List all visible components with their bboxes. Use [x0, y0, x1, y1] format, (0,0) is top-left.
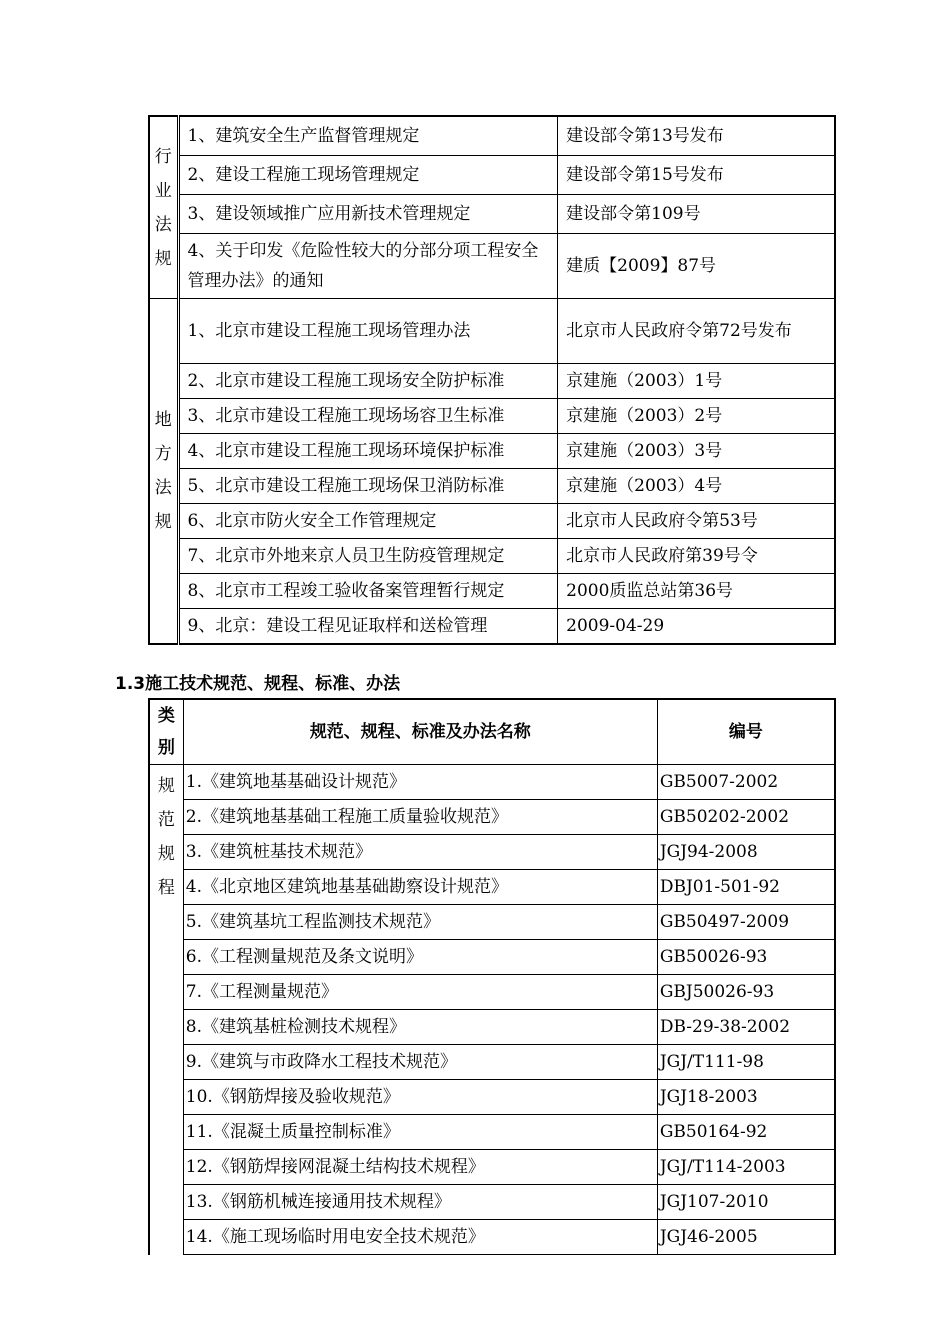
table-row: [149, 574, 835, 609]
table-row: [149, 609, 835, 645]
standard-name: 3.《建筑桩基技术规范》: [183, 835, 657, 870]
standard-code: DB-29-38-2002: [657, 1010, 835, 1045]
regulation-code: 建设部令第109号: [558, 195, 835, 234]
section-title: 1.3施工技术规范、规程、标准、办法: [115, 674, 401, 694]
standard-code: JGJ/T111-98: [657, 1045, 835, 1080]
table-row: [149, 434, 835, 469]
standard-code: GB50164-92: [657, 1115, 835, 1150]
table-row: [149, 469, 835, 504]
standard-name: 5.《建筑基坑工程监测技术规范》: [183, 905, 657, 940]
regulation-name: 7、北京市外地来京人员卫生防疫管理规定: [178, 539, 558, 574]
regulation-name: 2、北京市建设工程施工现场安全防护标准: [178, 364, 558, 399]
table-row: [149, 1045, 835, 1080]
regulation-name: 8、北京市工程竣工验收备案管理暂行规定: [178, 574, 558, 609]
standard-name: 2.《建筑地基基础工程施工质量验收规范》: [183, 800, 657, 835]
standard-name: 8.《建筑基桩检测技术规程》: [183, 1010, 657, 1045]
table-row: [149, 399, 835, 434]
table-row: [149, 1115, 835, 1150]
header-category: 类别: [149, 699, 183, 765]
table-row: [149, 905, 835, 940]
regulation-code: 京建施（2003）1号: [558, 364, 835, 399]
header-code: 编号: [657, 699, 835, 765]
regulation-name: 6、北京市防火安全工作管理规定: [178, 504, 558, 539]
table-row: [149, 1220, 835, 1255]
category-cell-local: [149, 299, 178, 645]
table-row: [149, 195, 835, 234]
table-row: [149, 975, 835, 1010]
regulation-code: 京建施（2003）2号: [558, 399, 835, 434]
standard-name: 11.《混凝土质量控制标准》: [183, 1115, 657, 1150]
standard-code: JGJ46-2005: [657, 1220, 835, 1255]
regulation-code: 京建施（2003）4号: [558, 469, 835, 504]
regulation-name: 2、建设工程施工现场管理规定: [178, 156, 558, 195]
regulation-name: 9、北京：建设工程见证取样和送检管理: [178, 609, 558, 645]
table-row: [149, 1080, 835, 1115]
standard-name: 10.《钢筋焊接及验收规范》: [183, 1080, 657, 1115]
regulation-code: 建质【2009】87号: [558, 234, 835, 299]
category-char: 规: [154, 248, 172, 269]
category-char: 规: [157, 844, 175, 864]
standard-name: 14.《施工现场临时用电安全技术规范》: [183, 1220, 657, 1255]
table-row: [149, 1010, 835, 1045]
standard-code: GB50202-2002: [657, 800, 835, 835]
table-row: [149, 364, 835, 399]
regulation-name: 4、北京市建设工程施工现场环境保护标准: [178, 434, 558, 469]
table-row: [149, 539, 835, 574]
standard-name: 12.《钢筋焊接网混凝土结构技术规程》: [183, 1150, 657, 1185]
regulation-code: 建设部令第15号发布: [558, 156, 835, 195]
standard-code: JGJ107-2010: [657, 1185, 835, 1220]
table-row: [149, 800, 835, 835]
regulation-name: 1、建筑安全生产监督管理规定: [178, 116, 558, 156]
standard-code: GB50497-2009: [657, 905, 835, 940]
standard-code: JGJ18-2003: [657, 1080, 835, 1115]
regulations-table: [148, 115, 836, 645]
category-char: 范: [157, 810, 175, 830]
regulation-name: 4、关于印发《危险性较大的分部分项工程安全管理办法》的通知: [178, 234, 558, 299]
standard-name: 6.《工程测量规范及条文说明》: [183, 940, 657, 975]
category-char: 业: [154, 180, 172, 201]
table-row: [149, 1185, 835, 1220]
regulation-name: 1、北京市建设工程施工现场管理办法: [178, 299, 558, 364]
regulation-code: 北京市人民政府令第72号发布: [558, 299, 835, 364]
standard-code: JGJ94-2008: [657, 835, 835, 870]
standards-table: [148, 698, 836, 1255]
table-row: [149, 156, 835, 195]
regulation-code: 北京市人民政府令第53号: [558, 504, 835, 539]
table-row: [149, 940, 835, 975]
regulation-code: 2000质监总站第36号: [558, 574, 835, 609]
standard-code: GB5007-2002: [657, 765, 835, 800]
regulation-code: 建设部令第13号发布: [558, 116, 835, 156]
category-char: 行: [154, 146, 172, 167]
category-char: 方: [154, 444, 172, 464]
table-row: [149, 299, 835, 364]
table-row: [149, 835, 835, 870]
header-row: [149, 699, 835, 765]
regulation-name: 3、北京市建设工程施工现场场容卫生标准: [178, 399, 558, 434]
category-char: 法: [154, 478, 172, 498]
standard-name: 1.《建筑地基基础设计规范》: [183, 765, 657, 800]
category-cell-standards: [149, 765, 183, 1255]
regulation-name: 3、建设领域推广应用新技术管理规定: [178, 195, 558, 234]
category-cell-industry: [149, 116, 178, 299]
table-row: [149, 765, 835, 800]
regulation-code: 2009-04-29: [558, 609, 835, 645]
table-row: [149, 870, 835, 905]
category-char: 规: [157, 776, 175, 796]
standard-name: 4.《北京地区建筑地基基础勘察设计规范》: [183, 870, 657, 905]
standard-name: 9.《建筑与市政降水工程技术规范》: [183, 1045, 657, 1080]
regulation-code: 京建施（2003）3号: [558, 434, 835, 469]
category-char: 规: [154, 512, 172, 532]
category-char: 地: [154, 410, 172, 430]
category-char: 法: [154, 214, 172, 235]
standard-name: 7.《工程测量规范》: [183, 975, 657, 1010]
table-row: [149, 1150, 835, 1185]
standard-code: DBJ01-501-92: [657, 870, 835, 905]
regulation-name: 5、北京市建设工程施工现场保卫消防标准: [178, 469, 558, 504]
category-char: 程: [157, 878, 175, 898]
standard-code: JGJ/T114-2003: [657, 1150, 835, 1185]
standard-name: 13.《钢筋机械连接通用技术规程》: [183, 1185, 657, 1220]
standard-code: GBJ50026-93: [657, 975, 835, 1010]
table-row: [149, 116, 835, 156]
header-name: 规范、规程、标准及办法名称: [183, 699, 657, 765]
table-row: [149, 504, 835, 539]
standard-code: GB50026-93: [657, 940, 835, 975]
regulation-code: 北京市人民政府第39号令: [558, 539, 835, 574]
table-row: [149, 234, 835, 299]
